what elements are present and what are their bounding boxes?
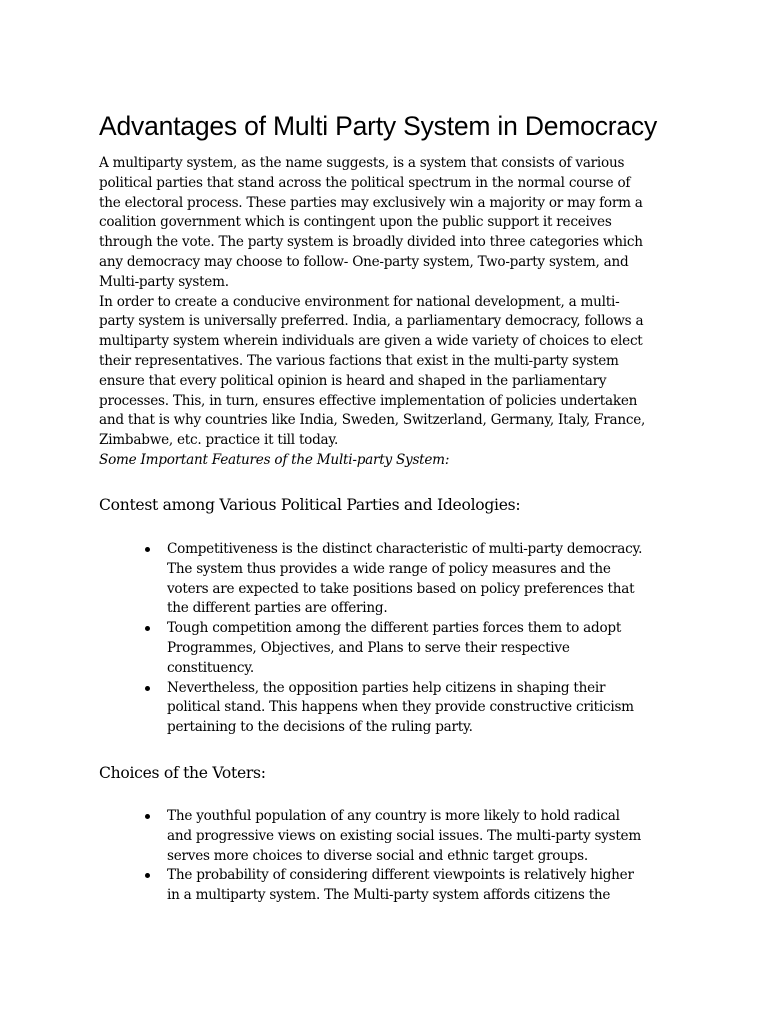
page-title: Advantages of Multi Party System in Democracy [99,111,658,141]
text-line: in a multiparty system. The Multi-party system affords citizens the [167,887,611,904]
text-line: the electoral process. These parties may exclusively win a majority or may form a [99,194,643,211]
section-heading-choices: Choices of the Voters: [99,764,266,782]
text-line: party system is universally preferred. India, a parliamentary democracy, follows a [99,313,644,330]
list-item [139,866,679,906]
text-line: Multi-party system. [99,273,229,290]
text-line: In order to create a conducive environment for national development, a multi- [99,293,620,310]
text-line: the different parties are offering. [167,600,388,617]
bullet-icon [145,547,150,552]
list-item [139,540,679,619]
text-line: political stand. This happens when they provide constructive criticism [167,699,634,716]
text-line: Nevertheless, the opposition parties help citizens in shaping their [167,679,606,696]
text-line: their representatives. The various factions that exist in the multi-party system [99,352,619,369]
text-line: pertaining to the decisions of the ruling party. [167,719,473,736]
text-line: A multiparty system, as the name suggests, is a system that consists of various [99,155,625,171]
text-line: The probability of considering different viewpoints is relatively higher [167,867,634,884]
text-line: Programmes, Objectives, and Plans to serve their respective [167,639,570,656]
bullet-list-contest [139,540,679,738]
text-line: any democracy may choose to follow- One-party system, Two-party system, and [99,253,629,270]
text-line: serves more choices to diverse social and ethnic target groups. [167,847,588,864]
text-line: political parties that stand across the political spectrum in the normal course of [99,174,631,191]
list-item [139,679,679,738]
text-line: The system thus provides a wide range of policy measures and the [167,560,611,577]
bullet-icon [145,626,150,631]
bullet-icon [145,814,150,819]
features-intro: Some Important Features of the Multi-party System: [99,451,450,468]
list-item [139,619,679,678]
bullet-list-choices [139,807,679,906]
bullet-icon [145,686,150,691]
text-line: The youthful population of any country is more likely to hold radical [167,808,620,824]
text-line: processes. This, in turn, ensures effective implementation of policies undertaken [99,392,638,409]
text-line: multiparty system wherein individuals are given a wide variety of choices to elect [99,333,643,350]
text-line: Tough competition among the different parties forces them to adopt [167,620,622,637]
section-heading-contest: Contest among Various Political Parties and Ideologies: [99,496,521,514]
text-line: Competitiveness is the distinct characteristic of multi-party democracy. [167,541,643,557]
text-line: through the vote. The party system is broadly divided into three categories which [99,234,643,251]
text-line: and progressive views on existing social issues. The multi-party system [167,827,641,844]
bullet-icon [145,873,150,878]
text-line: voters are expected to take positions based on policy preferences that [167,580,635,597]
text-line: Zimbabwe, etc. practice it till today. [99,432,339,449]
list-item [139,807,679,866]
intro-paragraph [99,154,681,471]
text-line: coalition government which is contingent upon the public support it receives [99,214,612,231]
text-line: ensure that every political opinion is heard and shaped in the parliamentary [99,372,607,389]
text-line: and that is why countries like India, Sweden, Switzerland, Germany, Italy, France, [99,412,646,429]
text-line: constituency. [167,659,254,676]
